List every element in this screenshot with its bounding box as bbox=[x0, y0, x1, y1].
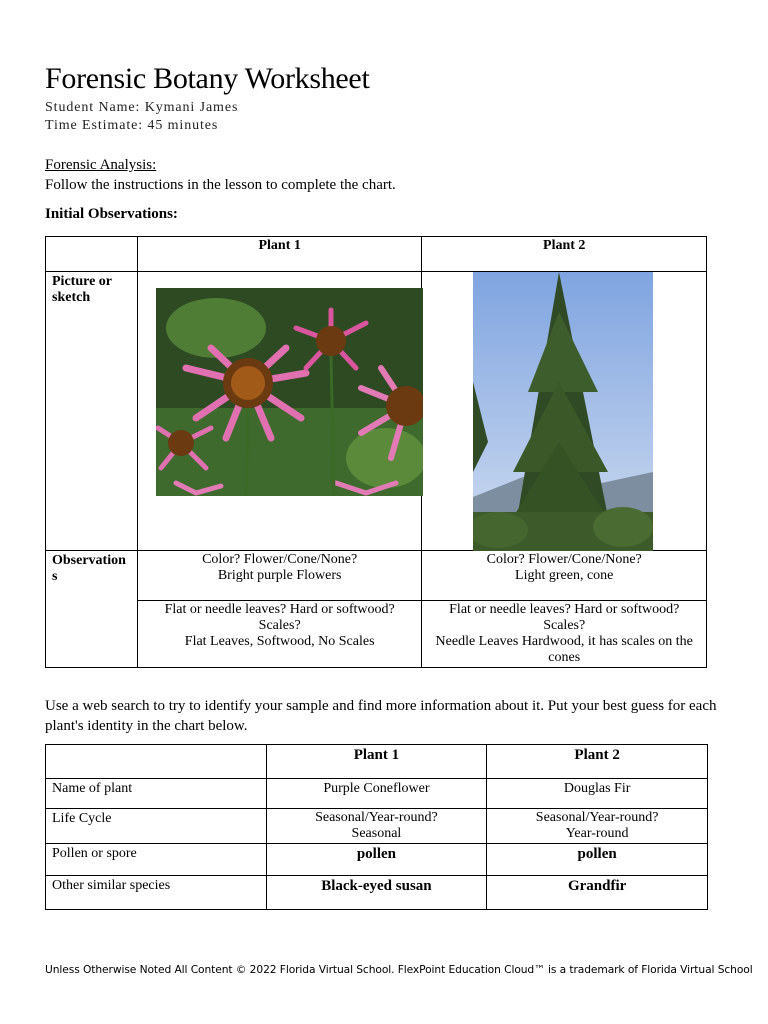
page-title: Forensic Botany Worksheet bbox=[45, 62, 370, 95]
table-row bbox=[46, 809, 708, 844]
plant1-header: Plant 1 bbox=[137, 237, 422, 272]
plant1-color-question: Color? Flower/Cone/None? bbox=[202, 552, 358, 567]
plant2-leaf-question: Flat or needle leaves? Hard or softwood? Scales? bbox=[449, 602, 680, 633]
pollen-row-label: Pollen or spore bbox=[46, 844, 267, 876]
plant2-similar-species: Grandfir bbox=[487, 876, 708, 910]
table-row bbox=[46, 876, 708, 910]
plant1-life-cycle-question: Seasonal/Year-round? bbox=[315, 810, 438, 825]
websearch-instructions: Use a web search to try to identify your sample and find more information about it. Put your best guess for each plant's identity in the chart below. bbox=[45, 698, 717, 734]
observations-row-label bbox=[46, 551, 138, 668]
plant1-header: Plant 1 bbox=[266, 745, 487, 779]
table-row bbox=[46, 551, 707, 601]
plant1-color-answer: Bright purple Flowers bbox=[217, 568, 342, 583]
plant1-color-cell bbox=[137, 551, 422, 601]
name-row-label: Name of plant bbox=[46, 779, 267, 809]
student-name: Student Name: Kymani James bbox=[45, 100, 239, 115]
plant2-life-cycle-question: Seasonal/Year-round? bbox=[535, 810, 659, 825]
table-row bbox=[46, 272, 707, 551]
table-row bbox=[46, 844, 708, 876]
header-blank-cell bbox=[46, 237, 138, 272]
initial-observations-heading: Initial Observations: bbox=[45, 206, 178, 222]
plant1-similar-species: Black-eyed susan bbox=[266, 876, 487, 910]
plant2-leaf-answer: Needle Leaves Hardwood, it has scales on the cones bbox=[435, 634, 693, 665]
plant1-name: Purple Coneflower bbox=[266, 779, 487, 809]
observations-label-text: Observations bbox=[52, 553, 126, 584]
table-row bbox=[46, 237, 707, 272]
plant1-leaf-cell bbox=[137, 601, 422, 668]
similar-species-row-label: Other similar species bbox=[46, 876, 267, 910]
picture-row-label: Picture or sketch bbox=[46, 272, 138, 551]
plant2-pollen: pollen bbox=[487, 844, 708, 876]
plant2-life-cycle-answer: Year-round bbox=[565, 826, 629, 841]
table-row bbox=[46, 779, 708, 809]
fir-tree-photo bbox=[473, 272, 653, 551]
footer-copyright: Unless Otherwise Noted All Content © 2022 Florida Virtual School. FlexPoint Education Cloud™ is a trademark of Florida Virtual School bbox=[45, 963, 753, 976]
plant2-header: Plant 2 bbox=[422, 237, 707, 272]
coneflower-photo bbox=[156, 288, 423, 496]
plant1-pollen: pollen bbox=[266, 844, 487, 876]
plant1-life-cycle-answer: Seasonal bbox=[351, 826, 402, 841]
plant2-name: Douglas Fir bbox=[487, 779, 708, 809]
plant1-life-cycle-cell bbox=[266, 809, 487, 844]
plant2-color-question: Color? Flower/Cone/None? bbox=[486, 552, 642, 567]
plant2-color-answer: Light green, cone bbox=[515, 568, 614, 583]
section-heading: Forensic Analysis: bbox=[45, 157, 157, 173]
plant2-header: Plant 2 bbox=[487, 745, 708, 779]
plant2-leaf-cell bbox=[422, 601, 707, 668]
table-row bbox=[46, 745, 708, 779]
table-row bbox=[46, 601, 707, 668]
plant1-leaf-question: Flat or needle leaves? Hard or softwood? Scales? bbox=[164, 602, 395, 633]
time-estimate: Time Estimate: 45 minutes bbox=[45, 118, 219, 133]
plant1-leaf-answer: Flat Leaves, Softwood, No Scales bbox=[184, 634, 375, 649]
header-blank-cell bbox=[46, 745, 267, 779]
plant2-picture-cell bbox=[422, 272, 707, 551]
instructions-text: Follow the instructions in the lesson to complete the chart. bbox=[45, 177, 396, 193]
life-cycle-row-label: Life Cycle bbox=[46, 809, 267, 844]
plant2-color-cell bbox=[422, 551, 707, 601]
identification-table bbox=[45, 744, 708, 910]
plant1-picture-cell bbox=[137, 272, 422, 551]
plant2-life-cycle-cell bbox=[487, 809, 708, 844]
initial-observations-table bbox=[45, 236, 707, 668]
